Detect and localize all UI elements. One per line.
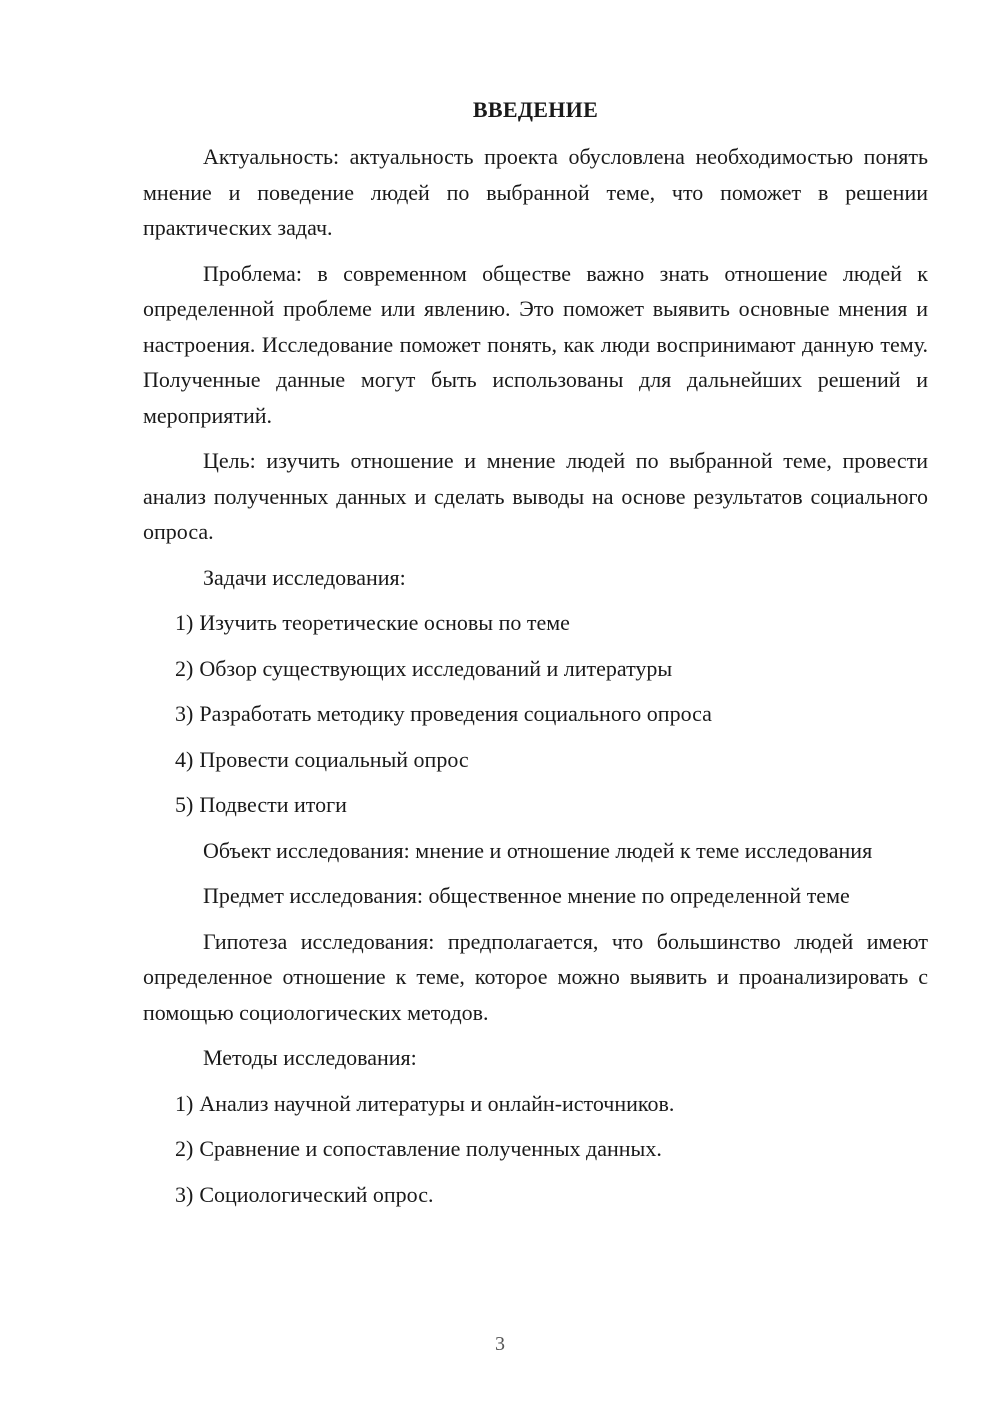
page-number: 3 xyxy=(495,1333,505,1355)
list-item xyxy=(143,605,928,641)
list-number: 2) xyxy=(175,655,194,681)
page-title: ВВЕДЕНИЕ xyxy=(472,97,599,122)
list-text: Обзор существующих исследований и литературы xyxy=(199,655,673,681)
list-item xyxy=(143,742,928,778)
goal-paragraph: Цель: изучить отношение и мнение людей по выбранной теме, провести анализ полученных данных и сделать выводы на основе результатов социального опроса. xyxy=(143,448,928,544)
relevance-paragraph: Актуальность: актуальность проекта обусловлена необходимостью понять мнение и поведение людей по выбранной теме, что поможет в решении практических задач. xyxy=(143,144,928,240)
list-number: 2) xyxy=(175,1136,194,1161)
list-text: Разработать методику проведения социального опроса xyxy=(199,701,712,726)
list-item xyxy=(143,696,928,732)
list-text: Сравнение и сопоставление полученных данных. xyxy=(199,1136,662,1161)
list-number: 3) xyxy=(175,1181,194,1207)
list-text: Подвести итоги xyxy=(199,792,347,817)
list-item xyxy=(143,1086,928,1122)
tasks-heading: Задачи исследования: xyxy=(203,564,406,590)
list-item xyxy=(143,1131,928,1167)
list-item xyxy=(143,651,928,687)
subject-paragraph: Предмет исследования: общественное мнение по определенной теме xyxy=(203,883,850,908)
list-item xyxy=(143,1177,928,1213)
object-paragraph: Объект исследования: мнение и отношение людей к теме исследования xyxy=(203,837,873,863)
list-text: Провести социальный опрос xyxy=(199,746,469,772)
document-page xyxy=(143,95,928,1222)
list-number: 4) xyxy=(175,746,194,772)
hypothesis-paragraph: Гипотеза исследования: предполагается, что большинство людей имеют определенное отношение к теме, которое можно выявить и проанализировать с помощью социологических методов. xyxy=(143,928,928,1025)
list-number: 1) xyxy=(175,610,194,635)
list-number: 1) xyxy=(175,1090,194,1116)
list-text: Изучить теоретические основы по теме xyxy=(199,610,570,635)
list-text: Социологический опрос. xyxy=(199,1181,434,1207)
methods-list xyxy=(143,1086,928,1213)
methods-heading: Методы исследования: xyxy=(203,1045,417,1070)
list-number: 3) xyxy=(175,701,194,726)
list-number: 5) xyxy=(175,792,194,817)
tasks-list xyxy=(143,605,928,823)
list-item xyxy=(143,787,928,823)
list-text: Анализ научной литературы и онлайн-источников. xyxy=(199,1090,675,1116)
problem-paragraph: Проблема: в современном обществе важно знать отношение людей к определенной проблеме или явлению. Это поможет выявить основные мнения и настроения. Исследование поможет понять, как люди воспринимают данную тему. Полученные данные могут быть использованы для дальнейших решений и мероприятий. xyxy=(143,260,928,428)
